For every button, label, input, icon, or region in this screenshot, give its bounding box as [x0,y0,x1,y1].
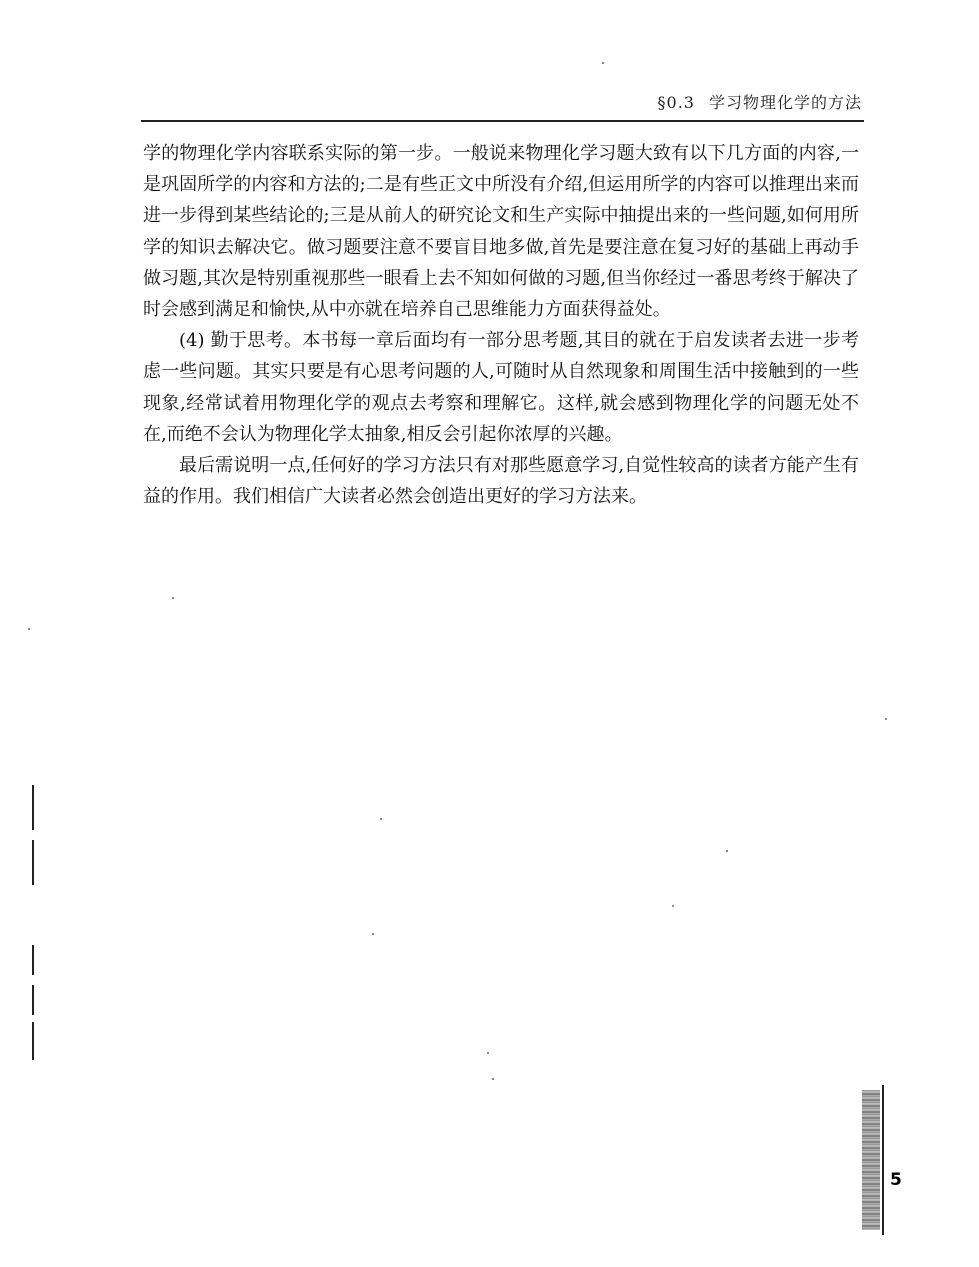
scan-speck [602,62,604,64]
header-rule [141,120,864,122]
scan-speck [28,628,30,630]
scan-speck [487,1052,489,1054]
scan-speck [172,597,174,599]
margin-mark [32,1022,34,1060]
paragraph-think: (4) 勤于思考。本书每一章后面均有一部分思考题,其目的就在于启发读者去进一步考虑一些问题。其实只要是有心思考问题的人,可随时从自然现象和周围生活中接触到的一些现象,经常试着用物理化学的观点去考察和理解它。这样,就会感到物理化学的问题无处不在,而绝不会认为物理化学太抽象,相反会引起你浓厚的兴趣。 [143,330,859,445]
page-edge-tab [862,1090,880,1230]
margin-mark [32,945,34,975]
running-header [658,90,862,113]
scan-speck [372,933,374,935]
scan-speck [726,850,728,852]
margin-mark [32,785,34,830]
body-text [143,138,859,512]
scan-speck [672,905,674,907]
section-number: §0.3 [657,93,695,112]
scan-speck [492,1078,494,1080]
page-edge-line [882,1085,884,1235]
scan-speck [380,818,382,820]
section-title: 学习物理化学的方法 [708,93,862,112]
margin-mark [32,985,34,1015]
scan-speck [885,718,887,720]
paragraph-closing: 最后需说明一点,任何好的学习方法只有对那些愿意学习,自觉性较高的读者方能产生有益的作用。我们相信广大读者必然会创造出更好的学习方法来。 [143,455,859,508]
margin-mark [32,840,34,885]
page-number: 5 [890,1170,902,1190]
paragraph-continued: 学的物理化学内容联系实际的第一步。一般说来物理化学习题大致有以下几方面的内容,一是巩固所学的内容和方法的;二是有些正文中所没有介绍,但运用所学的内容可以推理出来而进一步得到某些结论的;三是从前人的研究论文和生产实际中抽提出来的一些问题,如何用所学的知识去解决它。做习题要注意不要盲目地多做,首先是要注意在复习好的基础上再动手做习题,其次是特别重视那些一眼看上去不知如何做的习题,但当你经过一番思考终于解决了时会感到满足和愉快,从中亦就在培养自己思维能力方面获得益处。 [143,143,859,321]
